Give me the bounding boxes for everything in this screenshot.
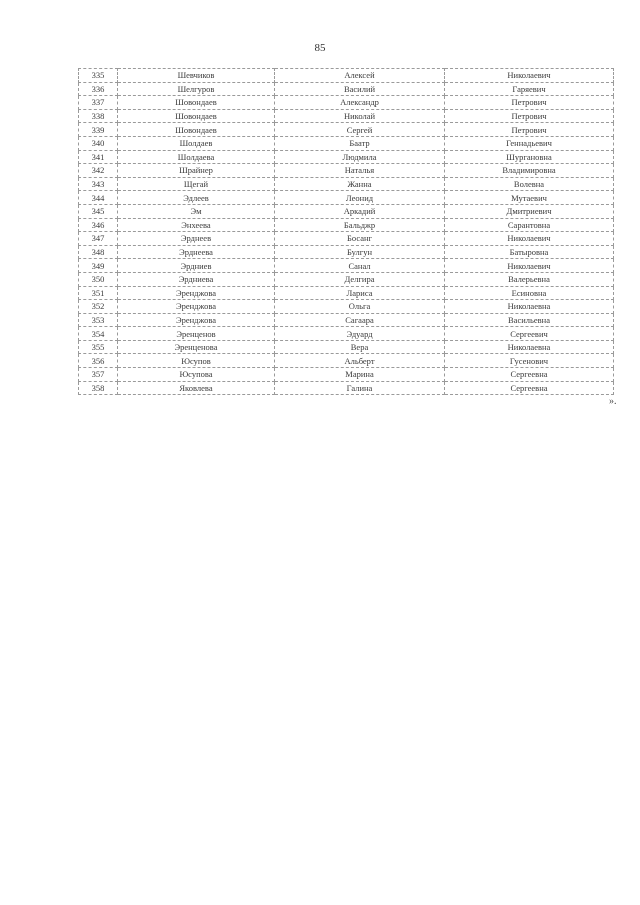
row-number: 339 <box>79 123 118 137</box>
patronymic-cell: Сергеевна <box>445 381 614 395</box>
roster-body <box>79 69 614 395</box>
patronymic-cell: Гаряевич <box>445 82 614 96</box>
surname-cell: Шолдаев <box>118 136 275 150</box>
given-name-cell: Наталья <box>275 164 445 178</box>
given-name-cell: Жанна <box>275 177 445 191</box>
row-number: 347 <box>79 232 118 246</box>
surname-cell: Эренценова <box>118 340 275 354</box>
row-number: 337 <box>79 96 118 110</box>
given-name-cell: Босанг <box>275 232 445 246</box>
row-number: 351 <box>79 286 118 300</box>
surname-cell: Эренджова <box>118 286 275 300</box>
surname-cell: Шовондаев <box>118 123 275 137</box>
given-name-cell: Баатр <box>275 136 445 150</box>
patronymic-cell: Петрович <box>445 109 614 123</box>
given-name-cell: Леонид <box>275 191 445 205</box>
table-row <box>79 313 614 327</box>
patronymic-cell: Владимировна <box>445 164 614 178</box>
patronymic-cell: Николаевна <box>445 340 614 354</box>
given-name-cell: Марина <box>275 368 445 382</box>
surname-cell: Эренценов <box>118 327 275 341</box>
surname-cell: Яковлева <box>118 381 275 395</box>
patronymic-cell: Гусенович <box>445 354 614 368</box>
table-row <box>79 340 614 354</box>
page-number: 85 <box>314 42 326 54</box>
given-name-cell: Бальджр <box>275 218 445 232</box>
table-row <box>79 177 614 191</box>
patronymic-cell: Дмитриевич <box>445 204 614 218</box>
given-name-cell: Сагаара <box>275 313 445 327</box>
row-number: 357 <box>79 368 118 382</box>
table-row <box>79 272 614 286</box>
surname-cell: Шовондаев <box>118 96 275 110</box>
given-name-cell: Сергей <box>275 123 445 137</box>
table-row <box>79 259 614 273</box>
row-number: 358 <box>79 381 118 395</box>
surname-cell: Эрднеев <box>118 232 275 246</box>
table-row <box>79 82 614 96</box>
patronymic-cell: Мутаевич <box>445 191 614 205</box>
given-name-cell: Александр <box>275 96 445 110</box>
surname-cell: Шовондаев <box>118 109 275 123</box>
given-name-cell: Ольга <box>275 300 445 314</box>
given-name-cell: Булгун <box>275 245 445 259</box>
patronymic-cell: Васильевна <box>445 313 614 327</box>
closing-quote-mark: ». <box>609 396 617 407</box>
table-row <box>79 286 614 300</box>
given-name-cell: Эдуард <box>275 327 445 341</box>
surname-cell: Энхеева <box>118 218 275 232</box>
surname-cell: Юсупова <box>118 368 275 382</box>
patronymic-cell: Есиновна <box>445 286 614 300</box>
table-row <box>79 204 614 218</box>
patronymic-cell: Николаевич <box>445 259 614 273</box>
surname-cell: Щегай <box>118 177 275 191</box>
row-number: 355 <box>79 340 118 354</box>
table-row <box>79 150 614 164</box>
row-number: 348 <box>79 245 118 259</box>
surname-cell: Эм <box>118 204 275 218</box>
patronymic-cell: Батыровна <box>445 245 614 259</box>
table-row <box>79 354 614 368</box>
row-number: 341 <box>79 150 118 164</box>
table-row <box>79 300 614 314</box>
row-number: 338 <box>79 109 118 123</box>
given-name-cell: Альберт <box>275 354 445 368</box>
row-number: 346 <box>79 218 118 232</box>
table-row <box>79 232 614 246</box>
row-number: 352 <box>79 300 118 314</box>
row-number: 340 <box>79 136 118 150</box>
given-name-cell: Галина <box>275 381 445 395</box>
given-name-cell: Василий <box>275 82 445 96</box>
table-row <box>79 327 614 341</box>
row-number: 342 <box>79 164 118 178</box>
given-name-cell: Санал <box>275 259 445 273</box>
surname-cell: Эдлеев <box>118 191 275 205</box>
row-number: 350 <box>79 272 118 286</box>
row-number: 335 <box>79 69 118 83</box>
surname-cell: Шелгуров <box>118 82 275 96</box>
roster-table <box>78 68 614 395</box>
surname-cell: Эрдниев <box>118 259 275 273</box>
given-name-cell: Лариса <box>275 286 445 300</box>
table-row <box>79 191 614 205</box>
surname-cell: Эрдниева <box>118 272 275 286</box>
given-name-cell: Делгира <box>275 272 445 286</box>
table-row <box>79 69 614 83</box>
surname-cell: Эренджова <box>118 313 275 327</box>
given-name-cell: Вера <box>275 340 445 354</box>
row-number: 356 <box>79 354 118 368</box>
patronymic-cell: Валерьевна <box>445 272 614 286</box>
row-number: 336 <box>79 82 118 96</box>
surname-cell: Юсупов <box>118 354 275 368</box>
given-name-cell: Аркадий <box>275 204 445 218</box>
row-number: 345 <box>79 204 118 218</box>
patronymic-cell: Сергеевич <box>445 327 614 341</box>
table-row <box>79 245 614 259</box>
table-row <box>79 368 614 382</box>
row-number: 344 <box>79 191 118 205</box>
table-row <box>79 96 614 110</box>
given-name-cell: Алексей <box>275 69 445 83</box>
surname-cell: Шолдаева <box>118 150 275 164</box>
table-row <box>79 136 614 150</box>
surname-cell: Шрайнер <box>118 164 275 178</box>
row-number: 343 <box>79 177 118 191</box>
table-row <box>79 164 614 178</box>
patronymic-cell: Николаевич <box>445 232 614 246</box>
patronymic-cell: Сарантовна <box>445 218 614 232</box>
row-number: 353 <box>79 313 118 327</box>
table-row <box>79 123 614 137</box>
row-number: 349 <box>79 259 118 273</box>
patronymic-cell: Волевна <box>445 177 614 191</box>
row-number: 354 <box>79 327 118 341</box>
patronymic-cell: Геннадьевич <box>445 136 614 150</box>
surname-cell: Шевчиков <box>118 69 275 83</box>
patronymic-cell: Шургановна <box>445 150 614 164</box>
table-row <box>79 381 614 395</box>
patronymic-cell: Николаевна <box>445 300 614 314</box>
given-name-cell: Людмила <box>275 150 445 164</box>
surname-cell: Эренджова <box>118 300 275 314</box>
patronymic-cell: Петрович <box>445 96 614 110</box>
table-row <box>79 109 614 123</box>
table-row <box>79 218 614 232</box>
surname-cell: Эрднеева <box>118 245 275 259</box>
patronymic-cell: Петрович <box>445 123 614 137</box>
patronymic-cell: Николаевич <box>445 69 614 83</box>
given-name-cell: Николай <box>275 109 445 123</box>
patronymic-cell: Сергеевна <box>445 368 614 382</box>
